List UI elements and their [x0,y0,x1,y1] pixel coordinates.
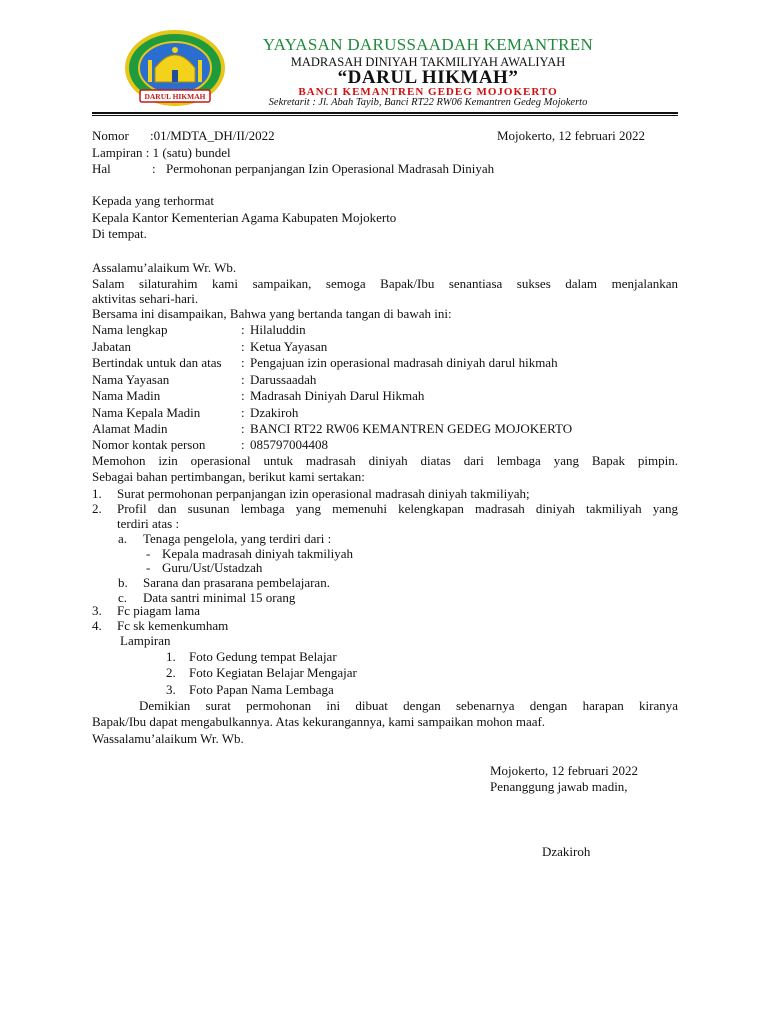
logo-text: DARUL HIKMAH [144,92,206,101]
item-number: 1. [92,486,102,501]
field-label: Jabatan [92,339,131,354]
field-label: Nama Kepala Madin [92,405,201,420]
paragraph-2: Bersama ini disampaikan, Bahwa yang bertanda tangan di bawah ini: [92,306,452,321]
subitem-a: Tenaga pengelola, yang terdiri dari : [143,531,332,546]
lampiran-item-1: Foto Gedung tempat Belajar [189,649,337,664]
madrasah-subtitle: MADRASAH DINIYAH TAKMILIYAH AWALIYAH [290,55,566,69]
letterhead-address: BANCI KEMANTREN GEDEG MOJOKERTO [298,86,558,98]
lampiran-line: Lampiran : 1 (satu) bundel [92,145,231,160]
subitem-b: Sarana dan prasarana pembelajaran. [143,575,330,590]
greeting: Assalamu’alaikum Wr. Wb. [92,260,237,275]
letter-date: Mojokerto, 12 februari 2022 [497,128,646,143]
dash-bullet: - [146,560,151,575]
lampiran-number: 2. [166,665,176,680]
item-2-line-2: terdiri atas : [117,516,180,531]
field-label: Alamat Madin [92,421,168,436]
signature-date: Mojokerto, 12 februari 2022 [490,763,639,778]
nomor-label: Nomor [92,128,129,143]
hal-value: Permohonan perpanjangan Izin Operasional Madrasah Diniyah [166,161,495,176]
field-value: Ketua Yayasan [250,339,328,354]
item-1: Surat permohonan perpanjangan izin operasional madrasah diniyah takmiliyah; [117,486,530,501]
field-colon: : [241,388,245,403]
subitem-letter: c. [118,590,128,605]
hal-label: Hal [92,161,111,176]
field-value: Hilaluddin [250,322,306,337]
signature-name: Dzakiroh [542,844,591,859]
field-colon: : [241,405,245,420]
field-label: Nomor kontak person [92,437,206,452]
item-number: 2. [92,501,102,516]
closing-line-2: Bapak/Ibu dapat mengabulkannya. Atas kekurangannya, kami sampaikan mohon maaf. [92,714,546,729]
lampiran-number: 1. [166,649,176,664]
signature-role: Penanggung jawab madin, [490,779,628,794]
paragraph-1-line-1: Salam silaturahim kami sampaikan, semoga Bapak/Ibu senantiasa sukses dalam menjalankan [92,276,678,291]
dash-bullet: - [146,546,151,561]
item-4: Fc sk kemenkumham [117,618,229,633]
letterhead-rule [92,112,678,114]
lampiran-item-2: Foto Kegiatan Belajar Mengajar [189,665,357,680]
item-number: 3. [92,603,102,618]
paragraph-1-line-2: aktivitas sehari-hari. [92,291,199,306]
lampiran-item-3: Foto Papan Nama Lembaga [189,682,334,697]
request-line-1: Memohon izin operasional untuk madrasah diniyah diatas dari lembaga yang Bapak pimpin. [92,453,678,468]
madrasah-name: “DARUL HIKMAH” [337,67,519,88]
foundation-logo [120,30,230,116]
secretariat-line: Sekretarit : Jl. Abah Tayib, Banci RT22 RW06 Kemantren Gedeg Mojokerto [268,97,588,108]
field-label: Nama lengkap [92,322,168,337]
subitem-letter: b. [118,575,128,590]
field-value: 085797004408 [250,437,328,452]
request-line-2: Sebagai bahan pertimbangan, berikut kami sertakan: [92,469,365,484]
field-colon: : [241,322,245,337]
organization-name: YAYASAN DARUSSAADAH KEMANTREN [262,35,594,54]
field-colon: : [241,372,245,387]
field-label: Nama Madin [92,388,161,403]
item-3: Fc piagam lama [117,603,201,618]
field-colon: : [241,421,245,436]
field-value: Dzakiroh [250,405,299,420]
subitem-c: Data santri minimal 15 orang [143,590,296,605]
field-value: Pengajuan izin operasional madrasah diniyah darul hikmah [250,355,558,370]
field-label: Nama Yayasan [92,372,170,387]
field-value: Madrasah Diniyah Darul Hikmah [250,388,425,403]
field-colon: : [241,339,245,354]
closing-line-1: Demikian surat permohonan ini dibuat dengan sebenarnya dengan harapan kiranya [139,698,678,713]
recipient-line-2: Kepala Kantor Kementerian Agama Kabupaten Mojokerto [92,210,397,225]
item-number: 4. [92,618,102,633]
field-value: BANCI RT22 RW06 KEMANTREN GEDEG MOJOKERTO [250,421,573,436]
recipient-line-1: Kepada yang terhormat [92,193,215,208]
lampiran-number: 3. [166,682,176,697]
field-colon: : [241,355,245,370]
subitem-letter: a. [118,531,128,546]
nomor-value: :01/MDTA_DH/II/2022 [150,128,275,143]
item-2-line-1: Profil dan susunan lembaga yang memenuhi kelengkapan madrasah diniyah takmiliyah yang [117,501,678,516]
lampiran-heading: Lampiran [120,633,171,648]
letterhead-rule-thin [92,115,678,116]
field-value: Darussaadah [250,372,317,387]
field-label: Bertindak untuk dan atas [92,355,222,370]
hal-colon: : [152,161,156,176]
recipient-line-3: Di tempat. [92,226,147,241]
subitem-a-detail-1: Kepala madrasah diniyah takmiliyah [162,546,353,561]
farewell: Wassalamu’alaikum Wr. Wb. [92,731,244,746]
subitem-a-detail-2: Guru/Ust/Ustadzah [162,560,263,575]
field-colon: : [241,437,245,452]
